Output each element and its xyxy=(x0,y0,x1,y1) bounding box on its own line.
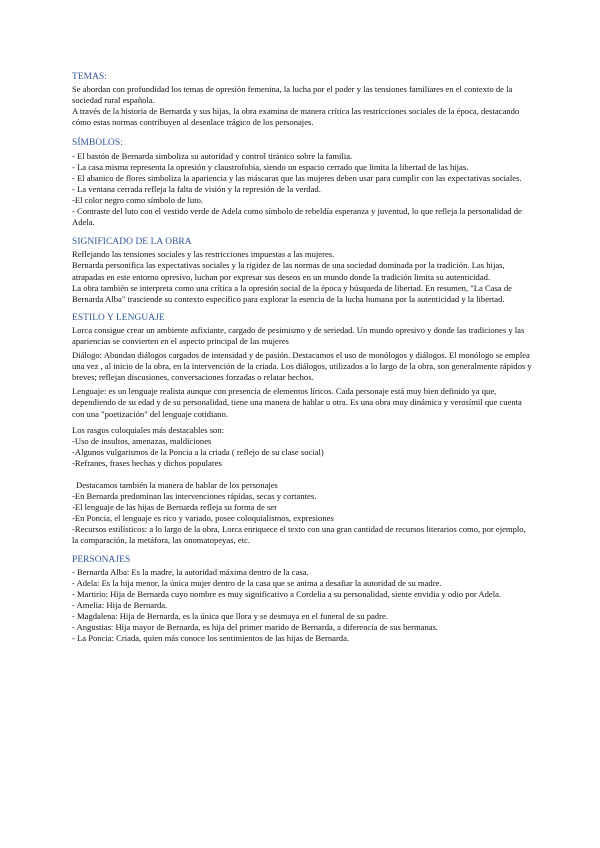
simbolos-heading: SÍMBOLOS: xyxy=(72,138,123,149)
personaje-item: - La Poncia: Criada, quien más conoce los sentimientos de las hijas de Bernarda. xyxy=(72,633,350,644)
simbolo-item: - El abanico de flores simboliza la apariencia y las máscaras que las mujeres deben usar para cumplir con las expectativas sociales. xyxy=(72,172,522,183)
temas-heading: TEMAS: xyxy=(72,72,107,82)
significado-heading: SIGNIFICADO DE LA OBRA xyxy=(72,237,192,248)
section-estilo xyxy=(72,313,532,547)
personaje-item: - Adela: Es la hija menor, la única mujer dentro de la casa que se anima a desafiar la autoridad de su madre. xyxy=(72,577,442,588)
estilo-heading: ESTILO Y LENGUAJE xyxy=(72,312,165,323)
simbolo-item: -El color negro como símbolo de luto. xyxy=(72,194,204,205)
personajes-heading: PERSONAJES xyxy=(72,554,131,565)
section-simbolos xyxy=(72,138,532,228)
simbolo-item: - La ventana cerrada refleja la falta de visión y la represión de la verdad. xyxy=(72,183,321,194)
manera-title: Destacamos también la manera de hablar de los personajes xyxy=(76,480,278,490)
manera-item: -En Bernarda predominan las intervenciones rápidas, secas y cortantes. xyxy=(72,491,317,502)
manera-item: -El lenguaje de las hijas de Bernarda refleja su forma de ser xyxy=(72,502,277,513)
significado-paragraph-2: Bernarda personifica las expectativas sociales y la rigidez de las normas de una sociedad dominada por la tradición. Las hijas, atrapadas en este entorno opresivo, luchan por expresar sus deseos en un mundo donde la tradición limita su autenticidad. xyxy=(72,260,505,282)
personaje-item: - Magdalena: Hija de Bernarda, es la única que llora y se desmaya en el funeral de su padre. xyxy=(72,611,388,622)
significado-paragraph-3: La obra también se interpreta como una crítica a la opresión social de la época y búsqueda de libertad. En resumen, "La Casa de Bernarda Alba" trasciende su contexto específico para explorar la esencia de la lucha humana por la autenticidad y la libertad. xyxy=(72,282,512,304)
temas-paragraph-1: Se abordan con profundidad los temas de opresión femenina, la lucha por el poder y las tensiones familiares en el contexto de la sociedad rural española. xyxy=(72,84,513,106)
temas-paragraph-2: A través de la historia de Bernarda y sus hijas, la obra examina de manera crítica las restricciones sociales de la época, destacando cómo estas normas contribuyen al desenlace trágico de los personajes. xyxy=(72,106,520,128)
rasgo-item: -Refranes, frases hechas y dichos populares xyxy=(72,457,222,468)
estilo-paragraph-1: Lorca consigue crear un ambiente asfixiante, cargado de pesimismo y de seriedad. Un mundo opresivo y donde las tradiciones y las apariencias se convierten en el aspecto principal de las mujeres xyxy=(72,324,525,346)
manera-item: -En Poncia, el lenguaje es rico y variado, posee coloquialismos, expresiones xyxy=(72,513,334,524)
section-personajes xyxy=(72,555,532,645)
simbolo-item: - El bastón de Bernarda simboliza su autoridad y control tiránico sobre la familia. xyxy=(72,150,353,161)
rasgos-title: Los rasgos coloquiales más destacables son: xyxy=(72,424,225,435)
personaje-item: - Angustias: Hija mayor de Bernarda, es hija del primer marido de Bernarda, a diferencia de sus hermanas. xyxy=(72,622,439,633)
rasgo-item: -Algunos vulgarismos de la Poncia a la criada ( reflejo de su clase social) xyxy=(72,446,324,457)
section-significado xyxy=(72,237,532,305)
section-temas xyxy=(72,72,532,128)
personaje-item: - Bernarda Alba: Es la madre, la autoridad máxima dentro de la casa. xyxy=(72,566,309,577)
simbolo-item: - La casa misma representa la opresión y claustrofobia, siendo un espacio cerrado que limita la libertad de las hijas. xyxy=(72,161,469,172)
significado-paragraph-1: Reflejando las tensiones sociales y las restricciones impuestas a las mujeres. xyxy=(72,249,335,260)
estilo-paragraph-dialogo: Diálogo: Abundan diálogos cargados de intensidad y de pasión. Destacamos el uso de monólogos y diálogos. El monólogo se emplea una vez , al inicio de la obra, en la intervención de la criada. Los diálogos, utilizados a lo largo de la obra, son generalmente rápidos y breves; reflejan discusiones, conversaciones forzadas o relatar hechos. xyxy=(72,350,532,383)
estilo-paragraph-lenguaje: Lenguaje: es un lenguaje realista aunque con presencia de elementos líricos. Cada personaje está muy bien definido ya que, dependiendo de su edad y de su personalidad, tiene una manera de hablar u otra. Es una obra muy dinámica y verosímil que cuenta con una "poetización" del lenguaje cotidiano. xyxy=(72,386,522,419)
personaje-item: - Amelia: Hija de Bernarda. xyxy=(72,599,168,610)
spacer xyxy=(72,469,532,480)
document-page xyxy=(72,72,532,652)
manera-item: -Recursos estilísticos: a lo largo de la obra, Lorca enriquece el texto con una gran cantidad de recursos literarios como, por ejemplo, la comparación, la metáfora, las onomatopeyas, etc. xyxy=(72,524,526,546)
simbolo-item: - Contraste del luto con el vestido verde de Adela como símbolo de rebeldía esperanza y juventud, lo que refleja la personalidad de Adela. xyxy=(72,206,522,228)
rasgo-item: -Uso de insultos, amenazas, maldiciones xyxy=(72,435,212,446)
personaje-item: - Martirio: Hija de Bernarda cuyo nombre es muy significativo a Cordelia a su personalidad, siente envidia y odio por Adela. xyxy=(72,588,502,599)
